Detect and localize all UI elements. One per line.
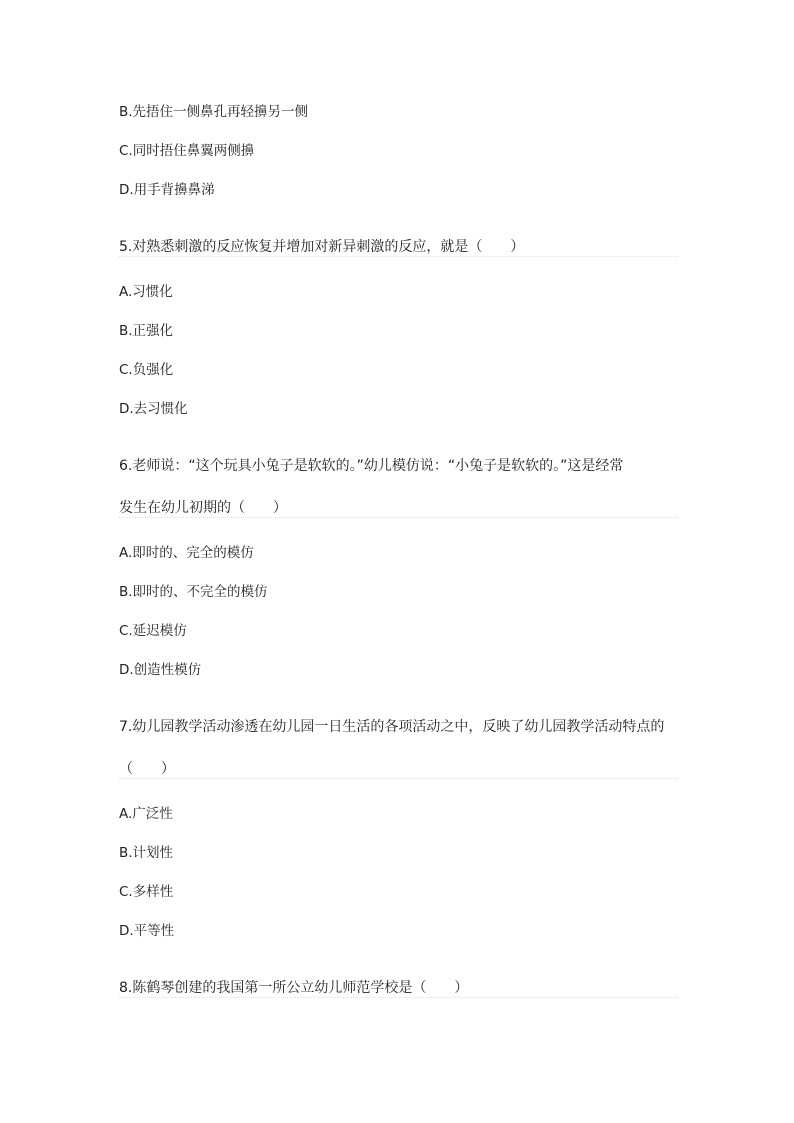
q8-divider <box>119 997 678 998</box>
q6-option-c: C.延迟模仿 <box>119 623 187 639</box>
q6-stem-line2: 发生在幼儿初期的（ ） <box>119 500 287 516</box>
q8-stem: 8.陈鹤琴创建的我国第一所公立幼儿师范学校是（ ） <box>119 980 469 996</box>
q6-option-d: D.创造性模仿 <box>119 662 202 678</box>
q6-divider <box>119 517 678 518</box>
q6-stem-line1: 6.老师说：“这个玩具小兔子是软软的。”幼儿模仿说：“小兔子是软软的。”这是经常 <box>119 458 624 474</box>
q4-option-c: C.同时捂住鼻翼两侧擤 <box>119 143 255 159</box>
q5-stem: 5.对熟悉刺激的反应恢复并增加对新异刺激的反应，就是（ ） <box>119 239 525 255</box>
q7-option-c: C.多样性 <box>119 884 174 900</box>
q7-stem-line1: 7.幼儿园教学活动渗透在幼儿园一日生活的各项活动之中，反映了幼儿园教学活动特点的 <box>119 719 665 735</box>
q6-option-b: B.即时的、不完全的模仿 <box>119 584 268 600</box>
q7-option-a: A.广泛性 <box>119 806 173 822</box>
q7-stem-line2: （ ） <box>119 761 175 777</box>
q6-option-a: A.即时的、完全的模仿 <box>119 545 254 561</box>
q4-option-b: B.先捂住一侧鼻孔再轻擤另一侧 <box>119 104 309 120</box>
q5-divider <box>119 256 678 257</box>
q7-option-b: B.计划性 <box>119 845 174 861</box>
q7-divider <box>119 778 678 779</box>
q5-option-b: B.正强化 <box>119 323 174 339</box>
q5-option-d: D.去习惯化 <box>119 401 188 417</box>
q7-option-d: D.平等性 <box>119 923 175 939</box>
q5-option-a: A.习惯化 <box>119 284 173 300</box>
q4-option-d: D.用手背擤鼻涕 <box>119 182 215 198</box>
q5-option-c: C.负强化 <box>119 362 174 378</box>
